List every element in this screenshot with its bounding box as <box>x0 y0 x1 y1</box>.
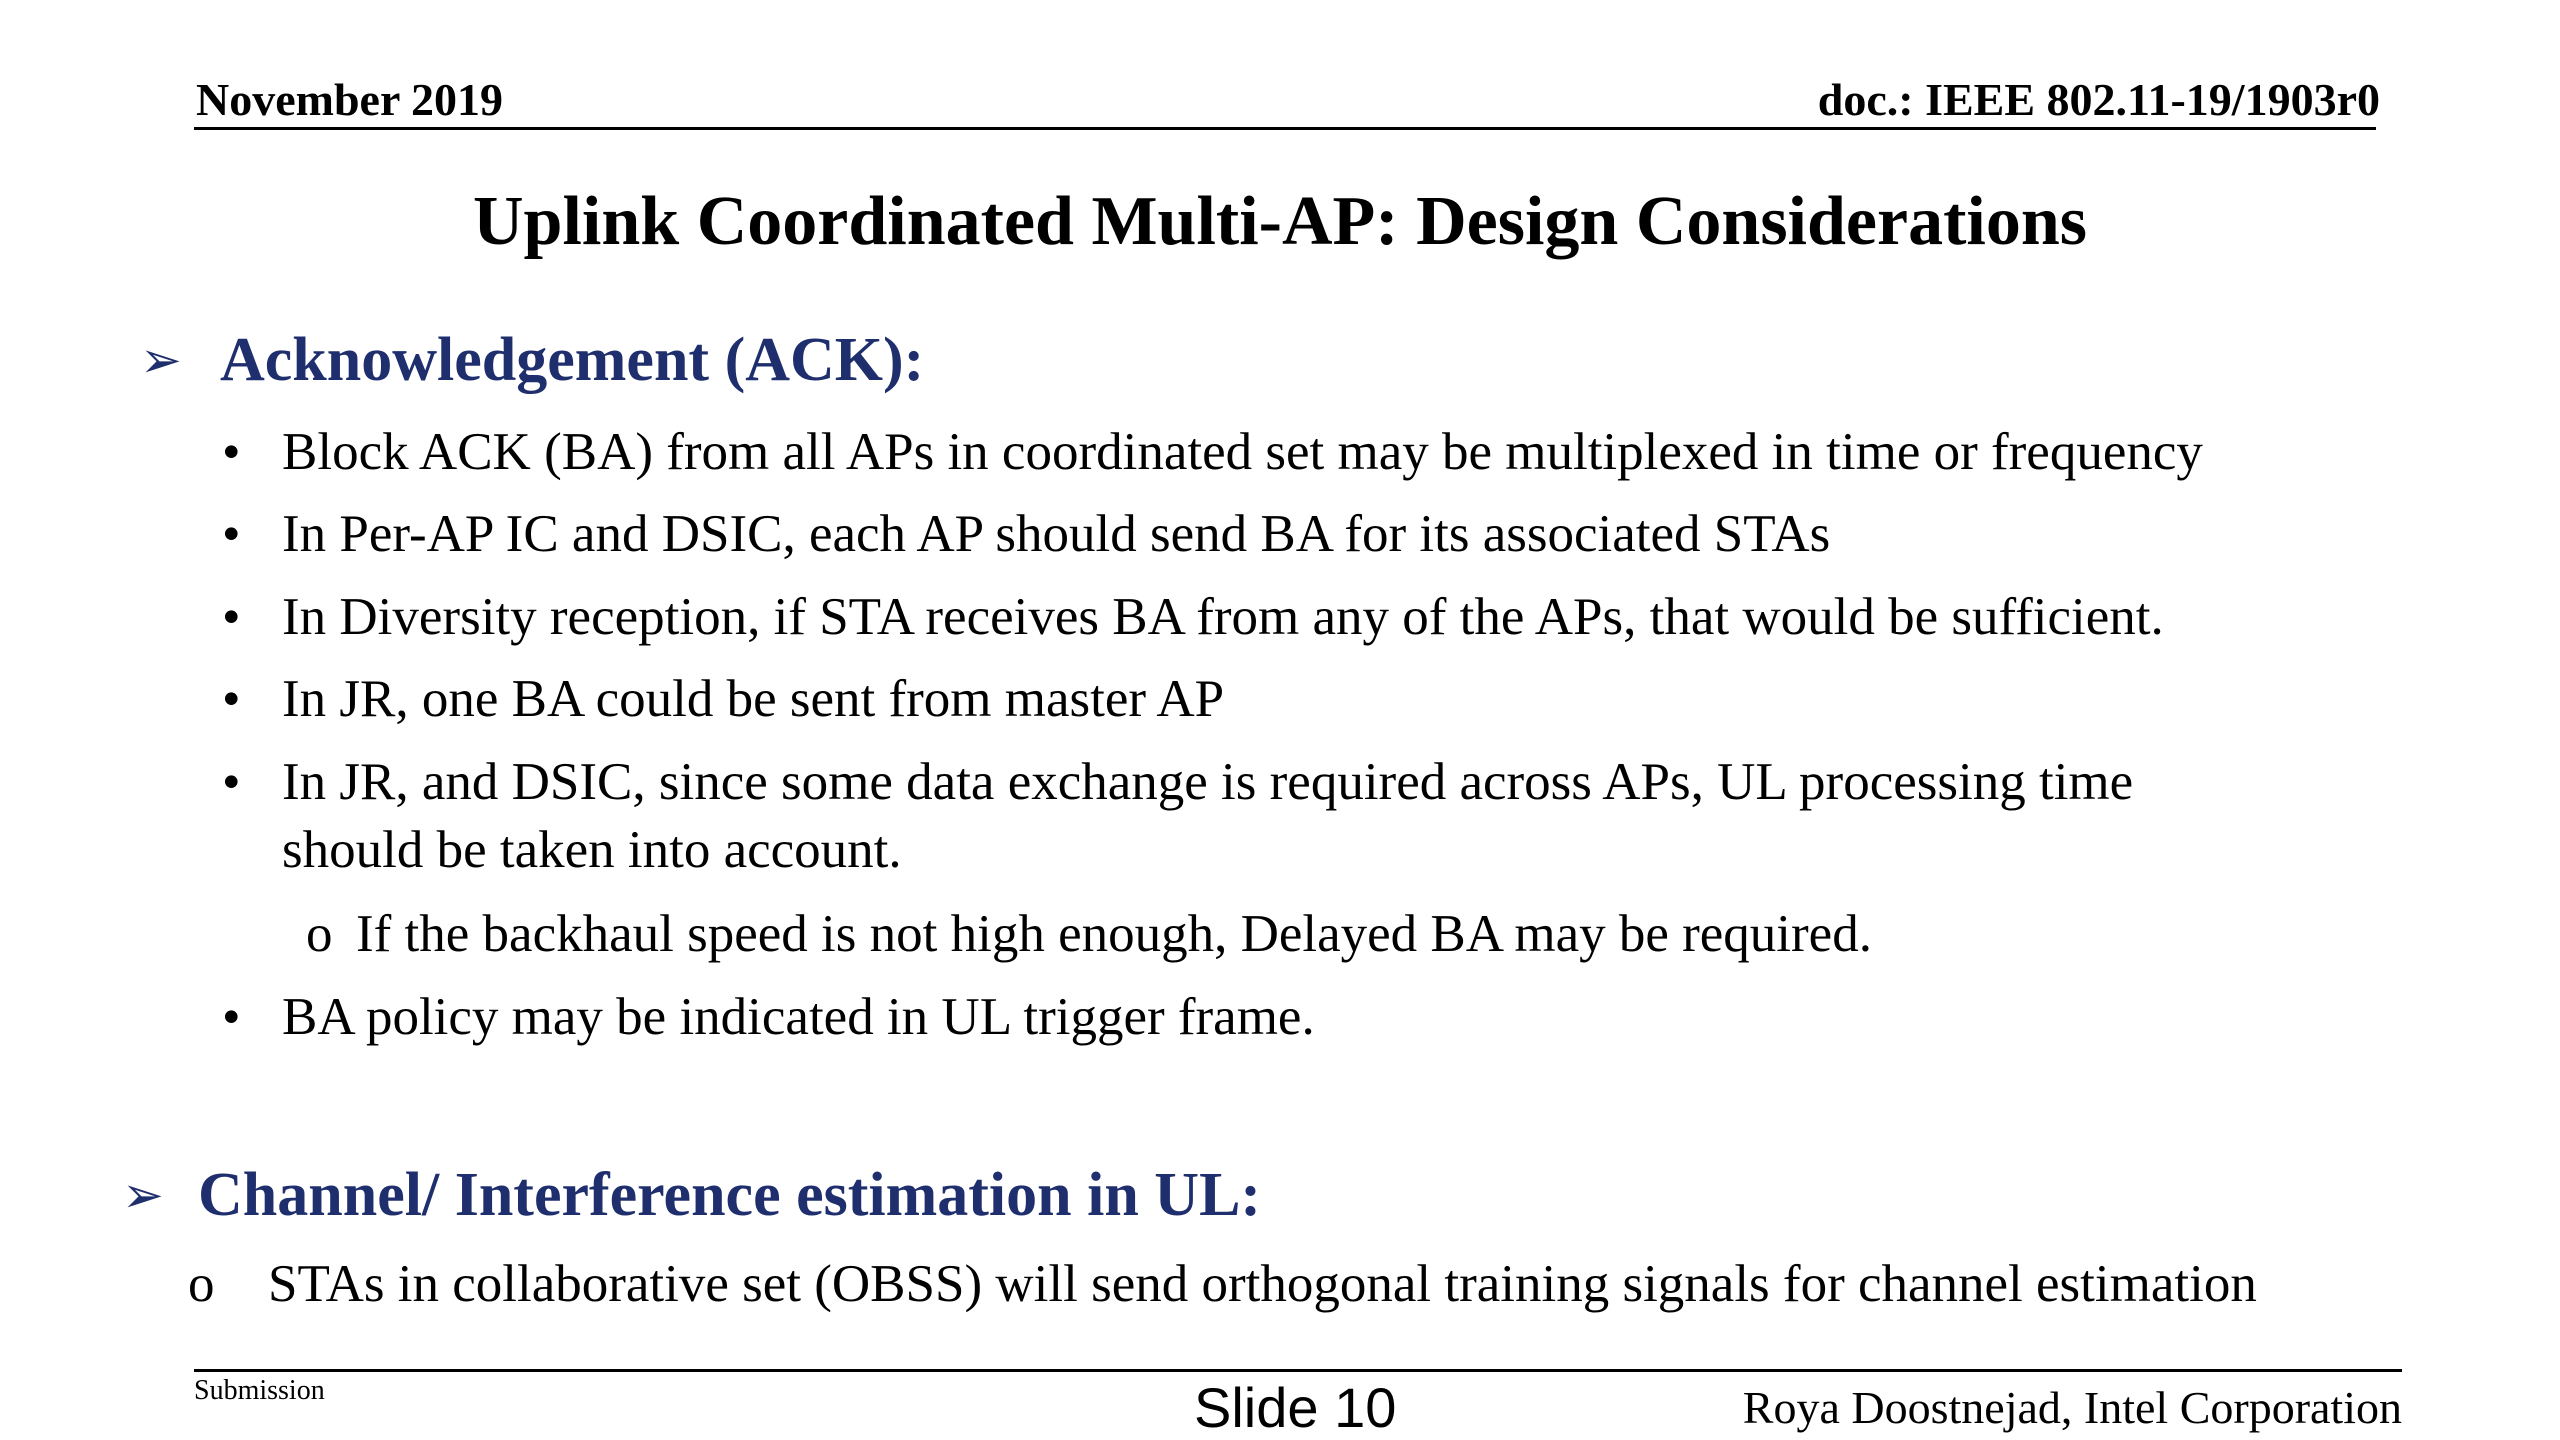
header-date: November 2019 <box>196 74 504 125</box>
list-item-text: BA policy may be indicated in UL trigger frame. <box>282 988 1315 1046</box>
list-item-text: STAs in collaborative set (OBSS) will send orthogonal training signals for channel estimation <box>268 1255 2257 1313</box>
list-item-text-continuation: should be taken into account. <box>282 821 902 879</box>
arrow-bullet-icon: ➢ <box>140 331 182 389</box>
list-item-text: In Per-AP IC and DSIC, each AP should send BA for its associated STAs <box>282 505 1831 563</box>
bullet-dot-icon: • <box>222 423 241 481</box>
bullet-dot-icon: • <box>222 670 241 728</box>
circle-bullet-icon: o <box>306 905 333 963</box>
header-divider <box>194 127 2376 130</box>
footer-divider <box>194 1369 2402 1372</box>
circle-bullet-icon: o <box>188 1255 215 1313</box>
sub-list-item-text: If the backhaul speed is not high enough, Delayed BA may be required. <box>356 905 1872 963</box>
footer-submission: Submission <box>194 1375 325 1406</box>
bullet-dot-icon: • <box>222 988 241 1046</box>
header-doc-id: doc.: IEEE 802.11-19/1903r0 <box>1817 74 2380 125</box>
bullet-dot-icon: • <box>222 588 241 646</box>
list-item-text: Block ACK (BA) from all APs in coordinated set may be multiplexed in time or frequency <box>282 423 2203 481</box>
footer-author: Roya Doostnejad, Intel Corporation <box>1742 1382 2402 1433</box>
list-item-text: In JR, one BA could be sent from master AP <box>282 670 1225 728</box>
bullet-dot-icon: • <box>222 753 241 811</box>
arrow-bullet-icon: ➢ <box>122 1166 164 1224</box>
slide-number: Slide 10 <box>1194 1376 1397 1439</box>
section-heading-text: Channel/ Interference estimation in UL: <box>198 1161 1262 1229</box>
list-item-text: In Diversity reception, if STA receives BA from any of the APs, that would be sufficient. <box>282 588 2164 646</box>
section-heading-text: Acknowledgement (ACK): <box>220 326 925 394</box>
list-item-text: In JR, and DSIC, since some data exchange is required across APs, UL processing time <box>282 753 2134 811</box>
bullet-dot-icon: • <box>222 505 241 563</box>
slide-title: Uplink Coordinated Multi-AP: Design Considerations <box>472 183 2088 260</box>
